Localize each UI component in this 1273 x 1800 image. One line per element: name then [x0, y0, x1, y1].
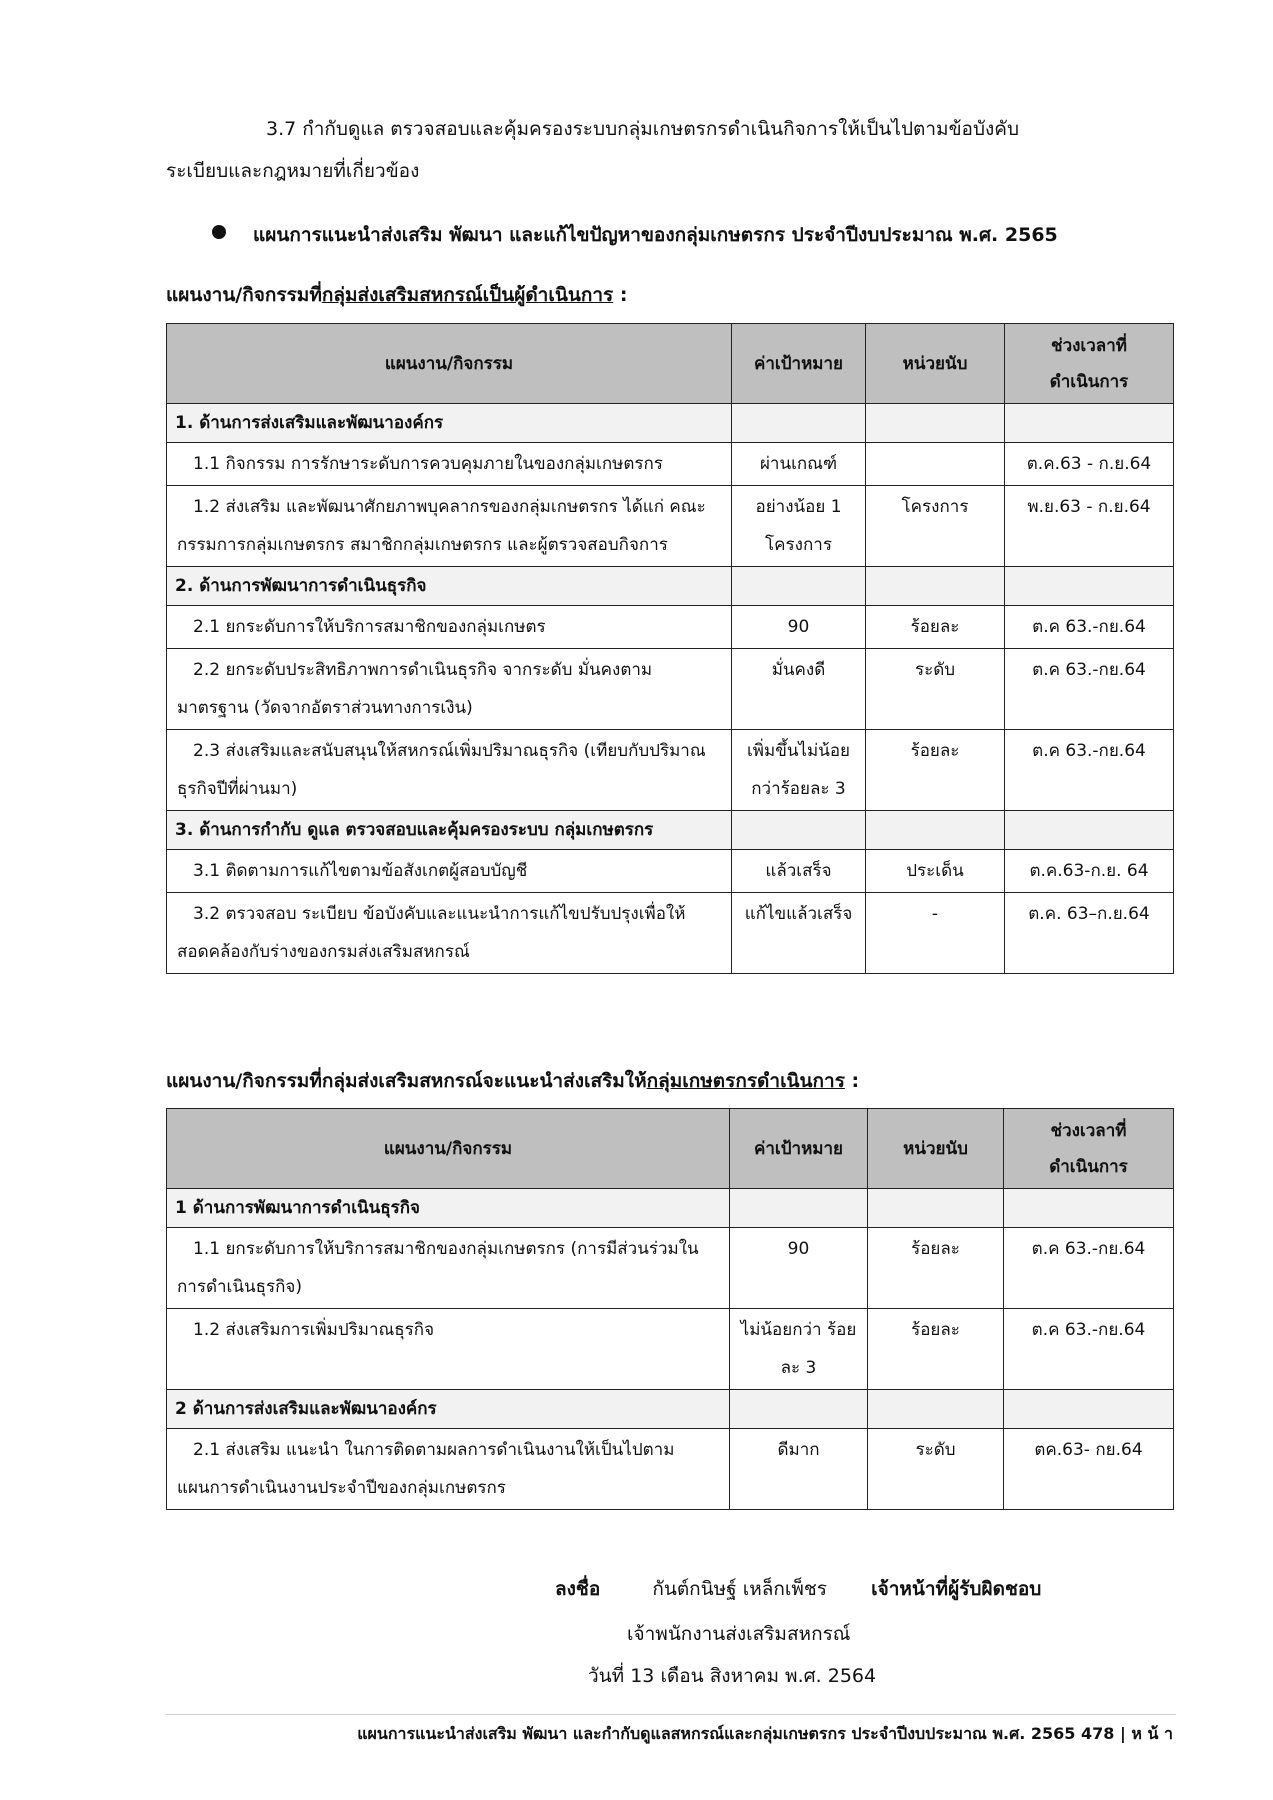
- cell-period: ต.ค 63.-กย.64: [1005, 606, 1174, 649]
- cell-target: ดีมาก: [730, 1429, 868, 1510]
- table-row: [167, 850, 1174, 893]
- signature-line: [555, 1574, 1041, 1604]
- cell-unit: ประเด็น: [866, 850, 1005, 893]
- cell-period: ต.ค 63.-กย.64: [1004, 1228, 1174, 1309]
- bullet-icon: [212, 225, 226, 239]
- cell-period: ต.ค 63.-กย.64: [1005, 730, 1174, 811]
- empty-cell: [1005, 404, 1174, 443]
- intro-line-1: 3.7 กำกับดูแล ตรวจสอบและคุ้มครองระบบกลุ่มเกษตรกรดำเนินกิจการให้เป็นไปตามข้อบังคับ: [266, 118, 1020, 140]
- cell-activity: 2.1 ยกระดับการให้บริการสมาชิกของกลุ่มเกษตร: [167, 606, 732, 649]
- table-row: [167, 1228, 1174, 1309]
- table-row: [167, 486, 1174, 567]
- cell-period: ต.ค 63.-กย.64: [1005, 649, 1174, 730]
- cell-unit: -: [866, 893, 1005, 974]
- cell-unit: ร้อยละ: [866, 606, 1005, 649]
- table1-heading-prefix: แผนงาน/กิจกรรมที่: [166, 284, 322, 306]
- category-row: [167, 404, 1174, 443]
- cell-activity: 2.2 ยกระดับประสิทธิภาพการดำเนินธุรกิจ จากระดับ มั่นคงตามมาตรฐาน (วัดจากอัตราส่วนทางการเงิน): [167, 649, 732, 730]
- cell-period: พ.ย.63 - ก.ย.64: [1005, 486, 1174, 567]
- cell-activity: 1.1 ยกระดับการให้บริการสมาชิกของกลุ่มเกษตรกร (การมีส่วนร่วมในการดำเนินธุรกิจ): [167, 1228, 730, 1309]
- cell-unit: ระดับ: [868, 1429, 1004, 1510]
- cell-unit: ร้อยละ: [868, 1228, 1004, 1309]
- page-footer: แผนการแนะนำส่งเสริม พัฒนา และกำกับดูแลสหกรณ์และกลุ่มเกษตรกร ประจำปีงบประมาณ พ.ศ. 2565 478 | ห น้ า: [357, 1724, 1173, 1743]
- empty-cell: [732, 567, 866, 606]
- cell-target: ผ่านเกณฑ์: [732, 443, 866, 486]
- table1-heading: [166, 280, 627, 310]
- cell-target: ไม่น้อยกว่า ร้อยละ 3: [730, 1309, 868, 1390]
- cell-target: แล้วเสร็จ: [732, 850, 866, 893]
- cell-unit: ร้อยละ: [868, 1309, 1004, 1390]
- cell-period: ต.ค. 63–ก.ย.64: [1005, 893, 1174, 974]
- empty-cell: [1005, 811, 1174, 850]
- cell-activity: 2.3 ส่งเสริมและสนับสนุนให้สหกรณ์เพิ่มปริมาณธุรกิจ (เทียบกับปริมาณธุรกิจปีที่ผ่านมา): [167, 730, 732, 811]
- cell-activity: 1.2 ส่งเสริม และพัฒนาศักยภาพบุคลากรของกลุ่มเกษตรกร ได้แก่ คณะกรรมการกลุ่มเกษตรกร สมาชิกกลุ่มเกษตรกร และผู้ตรวจสอบกิจการ: [167, 486, 732, 567]
- cell-activity: 2.1 ส่งเสริม แนะนำ ในการติดตามผลการดำเนินงานให้เป็นไปตามแผนการดำเนินงานประจำปีของกลุ่มเกษตรกร: [167, 1429, 730, 1510]
- signer-role: เจ้าหน้าที่ผู้รับผิดชอบ: [871, 1578, 1042, 1600]
- empty-cell: [1004, 1189, 1174, 1228]
- sign-label: ลงชื่อ: [555, 1578, 601, 1600]
- category-label: 2 ด้านการส่งเสริมและพัฒนาองค์กร: [167, 1390, 730, 1429]
- cell-unit: ร้อยละ: [866, 730, 1005, 811]
- table2-heading: [166, 1066, 859, 1096]
- empty-cell: [1004, 1390, 1174, 1429]
- signature-date: วันที่ 13 เดือน สิงหาคม พ.ศ. 2564: [588, 1665, 877, 1687]
- header-period: ช่วงเวลาที่ดำเนินการ: [1004, 1109, 1174, 1189]
- signer-name: กันต์กนิษฐ์ เหล็กเพ็ชร: [652, 1578, 827, 1600]
- cell-target: อย่างน้อย 1 โครงการ: [732, 486, 866, 567]
- empty-cell: [866, 404, 1005, 443]
- table-row: [167, 1309, 1174, 1390]
- footer-divider: [166, 1714, 1176, 1715]
- signer-position: เจ้าพนักงานส่งเสริมสหกรณ์: [627, 1623, 851, 1645]
- intro-paragraph: [166, 108, 1176, 192]
- table-row: [167, 730, 1174, 811]
- header-activity: แผนงาน/กิจกรรม: [167, 1109, 730, 1189]
- plan-bullet-title: แผนการแนะนำส่งเสริม พัฒนา และแก้ไขปัญหาของกลุ่มเกษตรกร ประจำปีงบประมาณ พ.ศ. 2565: [253, 224, 1058, 246]
- category-row: [167, 1390, 1174, 1429]
- table-row: [167, 1429, 1174, 1510]
- empty-cell: [730, 1390, 868, 1429]
- cell-activity: 3.2 ตรวจสอบ ระเบียบ ข้อบังคับและแนะนำการแก้ไขปรับปรุงเพื่อให้สอดคล้องกับร่างของกรมส่งเสริมสหกรณ์: [167, 893, 732, 974]
- cell-unit: โครงการ: [866, 486, 1005, 567]
- table1-heading-suffix: :: [613, 284, 628, 306]
- cell-period: ต.ค 63.-กย.64: [1004, 1309, 1174, 1390]
- cell-target: เพิ่มขึ้นไม่น้อยกว่าร้อยละ 3: [732, 730, 866, 811]
- category-label: 3. ด้านการกำกับ ดูแล ตรวจสอบและคุ้มครองระบบ กลุ่มเกษตรกร: [167, 811, 732, 850]
- cell-unit: ระดับ: [866, 649, 1005, 730]
- header-unit: หน่วยนับ: [868, 1109, 1004, 1189]
- empty-cell: [730, 1189, 868, 1228]
- category-row: [167, 567, 1174, 606]
- cell-period: ต.ค.63-ก.ย. 64: [1005, 850, 1174, 893]
- cell-activity: 1.2 ส่งเสริมการเพิ่มปริมาณธุรกิจ: [167, 1309, 730, 1390]
- cell-target: มั่นคงดี: [732, 649, 866, 730]
- cell-target: 90: [732, 606, 866, 649]
- table2-heading-suffix: :: [844, 1070, 860, 1092]
- cell-target: 90: [730, 1228, 868, 1309]
- table2-heading-prefix: แผนงาน/กิจกรรมที่กลุ่มส่งเสริมสหกรณ์จะแนะนำส่งเสริมให้: [166, 1070, 647, 1092]
- empty-cell: [868, 1390, 1004, 1429]
- header-activity: แผนงาน/กิจกรรม: [167, 324, 732, 404]
- empty-cell: [732, 404, 866, 443]
- empty-cell: [868, 1189, 1004, 1228]
- header-target: ค่าเป้าหมาย: [732, 324, 866, 404]
- cell-activity: 1.1 กิจกรรม การรักษาระดับการควบคุมภายในของกลุ่มเกษตรกร: [167, 443, 732, 486]
- category-label: 1 ด้านการพัฒนาการดำเนินธุรกิจ: [167, 1189, 730, 1228]
- plan-table-1: [166, 323, 1174, 974]
- table1-heading-underlined: กลุ่มส่งเสริมสหกรณ์เป็นผู้ดำเนินการ: [321, 284, 614, 306]
- intro-line-2: ระเบียบและกฎหมายที่เกี่ยวข้อง: [166, 160, 420, 182]
- table-row: [167, 606, 1174, 649]
- header-unit: หน่วยนับ: [866, 324, 1005, 404]
- empty-cell: [866, 811, 1005, 850]
- table-row: [167, 893, 1174, 974]
- cell-unit: [866, 443, 1005, 486]
- table1-body: [167, 404, 1174, 974]
- category-label: 2. ด้านการพัฒนาการดำเนินธุรกิจ: [167, 567, 732, 606]
- table2-heading-underlined: กลุ่มเกษตรกรดำเนินการ: [646, 1070, 845, 1092]
- category-label: 1. ด้านการส่งเสริมและพัฒนาองค์กร: [167, 404, 732, 443]
- cell-period: ตค.63- กย.64: [1004, 1429, 1174, 1510]
- cell-period: ต.ค.63 - ก.ย.64: [1005, 443, 1174, 486]
- table-row: [167, 443, 1174, 486]
- empty-cell: [1005, 567, 1174, 606]
- empty-cell: [732, 811, 866, 850]
- header-period: ช่วงเวลาที่ดำเนินการ: [1005, 324, 1174, 404]
- category-row: [167, 811, 1174, 850]
- plan-table-2: [166, 1108, 1174, 1510]
- table2-body: [167, 1189, 1174, 1510]
- category-row: [167, 1189, 1174, 1228]
- header-target: ค่าเป้าหมาย: [730, 1109, 868, 1189]
- cell-target: แก้ไขแล้วเสร็จ: [732, 893, 866, 974]
- empty-cell: [866, 567, 1005, 606]
- table-row: [167, 649, 1174, 730]
- cell-activity: 3.1 ติดตามการแก้ไขตามข้อสังเกตผู้สอบบัญชี: [167, 850, 732, 893]
